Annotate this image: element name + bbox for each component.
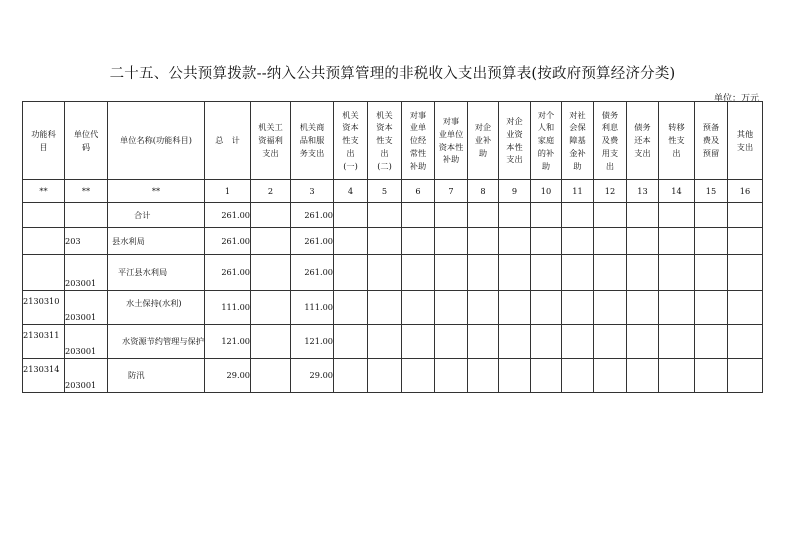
- unit-code-cell: [65, 203, 108, 228]
- empty-cell: [594, 359, 627, 393]
- column-header-line: 对个: [537, 109, 555, 120]
- empty-cell: [531, 325, 562, 359]
- empty-cell: [435, 359, 468, 393]
- empty-cell: [594, 203, 627, 228]
- column-header: [23, 102, 65, 180]
- empty-cell: [334, 359, 368, 393]
- empty-cell: [402, 291, 435, 325]
- empty-cell: [402, 228, 435, 255]
- index-cell: 11: [562, 180, 594, 203]
- column-header-line: 位经: [409, 135, 427, 146]
- empty-cell: [627, 359, 659, 393]
- empty-cell: [402, 325, 435, 359]
- column-header-line: 补助: [442, 154, 460, 165]
- goods-services-cell-value: 261.00: [304, 209, 333, 220]
- column-header-line: 业单: [409, 122, 427, 133]
- total-cell-value: 111.00: [221, 302, 250, 313]
- empty-cell: [334, 228, 368, 255]
- column-header-line: 业资: [506, 128, 523, 139]
- unit-label: 单位：万元: [713, 94, 759, 104]
- column-header-line: 用支: [601, 147, 619, 158]
- empty-cell: [695, 228, 728, 255]
- index-cell: 3: [291, 180, 334, 203]
- unit-code-cell: [65, 291, 108, 325]
- column-header-line: 品和服: [299, 135, 325, 146]
- column-header-line: 资福利: [258, 135, 283, 146]
- empty-cell: [368, 255, 402, 291]
- index-cell: **: [108, 180, 205, 203]
- index-cell: 4: [334, 180, 368, 203]
- column-header-line: 助: [478, 147, 488, 158]
- unit-code-cell: [65, 255, 108, 291]
- goods-services-cell-value: 121.00: [304, 336, 333, 347]
- empty-cell: [402, 359, 435, 393]
- column-header: [659, 102, 695, 180]
- index-cell: 6: [402, 180, 435, 203]
- empty-cell: [562, 228, 594, 255]
- total-cell: [205, 255, 251, 291]
- empty-cell: [695, 359, 728, 393]
- column-header-line: 人和: [537, 122, 555, 133]
- column-header-line: 预备: [702, 122, 720, 133]
- column-header-line: 对事: [442, 116, 460, 127]
- column-header: [368, 102, 402, 180]
- column-header-line: 对企: [474, 122, 492, 133]
- wage-cell: [251, 325, 291, 359]
- empty-cell: [435, 203, 468, 228]
- column-header-line: 费及: [702, 135, 720, 146]
- column-header-line: 总 计: [215, 135, 240, 146]
- column-header-line: 支出: [506, 154, 523, 165]
- index-cell: 1: [205, 180, 251, 203]
- total-cell: [205, 228, 251, 255]
- column-header-line: 利息: [601, 122, 619, 133]
- column-header-line: 转移: [668, 122, 685, 133]
- goods-services-cell-value: 29.00: [309, 370, 333, 381]
- index-cell: 7: [435, 180, 468, 203]
- empty-cell: [627, 203, 659, 228]
- page-title: 二十五、公共预算拨款--纳入公共预算管理的非税收入支出预算表(按政府预算经济分类): [109, 66, 676, 82]
- column-header: [562, 102, 594, 180]
- empty-cell: [531, 203, 562, 228]
- column-header: [695, 102, 728, 180]
- column-header-line: 目: [39, 141, 48, 152]
- column-header-line: 补助: [409, 160, 427, 171]
- column-header-line: 及费: [601, 135, 619, 146]
- wage-cell: [251, 228, 291, 255]
- column-header: [468, 102, 499, 180]
- total-cell: [205, 325, 251, 359]
- empty-cell: [728, 203, 763, 228]
- unit-name-cell-value: 县水利局: [112, 235, 145, 246]
- total-cell-value: 261.00: [221, 235, 250, 246]
- column-header-line: 助: [541, 160, 551, 171]
- empty-cell: [659, 291, 695, 325]
- empty-cell: [659, 325, 695, 359]
- wage-cell: [251, 291, 291, 325]
- column-header-line: 支出: [634, 147, 651, 158]
- empty-cell: [334, 255, 368, 291]
- unit-code-cell: [65, 359, 108, 393]
- column-header-line: 的补: [537, 147, 555, 158]
- column-header: [435, 102, 468, 180]
- wage-cell: [251, 255, 291, 291]
- unit-name-cell: [108, 255, 205, 291]
- column-header-line: 业单位: [438, 128, 464, 139]
- column-header-line: 机关商: [299, 122, 325, 133]
- goods-services-cell-value: 111.00: [304, 302, 333, 313]
- column-header-line: 功能科: [31, 128, 56, 139]
- empty-cell: [728, 325, 763, 359]
- empty-cell: [728, 255, 763, 291]
- empty-cell: [695, 325, 728, 359]
- column-header-line: 单位代: [73, 128, 99, 139]
- table-row: [23, 228, 763, 255]
- empty-cell: [499, 203, 531, 228]
- empty-cell: [695, 203, 728, 228]
- empty-cell: [594, 325, 627, 359]
- empty-cell: [562, 359, 594, 393]
- function-code-cell-value: 2130310: [23, 296, 60, 306]
- total-cell: [205, 203, 251, 228]
- column-header-line: 障基: [569, 135, 586, 146]
- column-header-line: 常性: [409, 147, 427, 158]
- goods-services-cell: [291, 291, 334, 325]
- column-header-line: (一): [343, 160, 358, 171]
- table-row: [23, 255, 763, 291]
- empty-cell: [627, 255, 659, 291]
- unit-name-cell-value: 水资源节约管理与保护: [122, 335, 204, 346]
- empty-cell: [594, 228, 627, 255]
- column-header-line: 性支: [376, 135, 393, 146]
- total-cell-value: 261.00: [221, 267, 250, 278]
- index-cell: 9: [499, 180, 531, 203]
- total-cell-value: 121.00: [221, 336, 250, 347]
- column-header: [627, 102, 659, 180]
- index-cell: 10: [531, 180, 562, 203]
- empty-cell: [562, 325, 594, 359]
- empty-cell: [728, 291, 763, 325]
- column-header: [205, 102, 251, 180]
- index-cell: 15: [695, 180, 728, 203]
- empty-cell: [499, 255, 531, 291]
- empty-cell: [468, 359, 499, 393]
- empty-cell: [468, 255, 499, 291]
- column-header: [65, 102, 108, 180]
- goods-services-cell: [291, 359, 334, 393]
- wage-cell: [251, 203, 291, 228]
- empty-cell: [499, 325, 531, 359]
- function-code-cell: [23, 291, 65, 325]
- empty-cell: [627, 228, 659, 255]
- column-header-line: 出: [380, 147, 389, 158]
- budget-table: [22, 101, 763, 393]
- column-header-line: 机关工: [258, 122, 283, 133]
- column-header-line: 其他: [736, 128, 754, 139]
- column-header-line: 本性: [506, 141, 523, 152]
- column-header: [728, 102, 763, 180]
- empty-cell: [659, 255, 695, 291]
- unit-name-cell-value: 平江县水利局: [118, 267, 168, 278]
- unit-name-cell: [108, 291, 205, 325]
- column-header: [499, 102, 531, 180]
- empty-cell: [659, 203, 695, 228]
- column-header-line: 资本: [376, 122, 393, 133]
- empty-cell: [695, 255, 728, 291]
- goods-services-cell-value: 261.00: [304, 235, 333, 246]
- empty-cell: [368, 228, 402, 255]
- index-cell: 5: [368, 180, 402, 203]
- column-header-line: 性支: [342, 135, 359, 146]
- column-header-line: 对社: [569, 109, 586, 120]
- column-header: [334, 102, 368, 180]
- column-header-line: 机关: [342, 109, 359, 120]
- goods-services-cell: [291, 228, 334, 255]
- column-header-line: 对事: [409, 109, 427, 120]
- empty-cell: [334, 291, 368, 325]
- empty-cell: [627, 325, 659, 359]
- unit-code-cell-value: 203001: [65, 346, 97, 357]
- column-header-line: (二): [377, 160, 392, 171]
- index-row: [23, 180, 763, 203]
- empty-cell: [728, 359, 763, 393]
- column-header-line: 单位名称(功能科目): [120, 135, 192, 146]
- empty-cell: [499, 359, 531, 393]
- index-cell: 14: [659, 180, 695, 203]
- empty-cell: [435, 255, 468, 291]
- empty-cell: [468, 228, 499, 255]
- empty-cell: [368, 325, 402, 359]
- table-row: [23, 325, 763, 359]
- empty-cell: [499, 291, 531, 325]
- unit-code-cell: [65, 228, 108, 255]
- goods-services-cell: [291, 203, 334, 228]
- empty-cell: [499, 228, 531, 255]
- header-row: [23, 102, 763, 180]
- empty-cell: [627, 291, 659, 325]
- column-header-line: 资本: [342, 122, 359, 133]
- function-code-cell-value: 2130311: [23, 330, 60, 340]
- empty-cell: [695, 291, 728, 325]
- index-cell: **: [23, 180, 65, 203]
- goods-services-cell: [291, 325, 334, 359]
- empty-cell: [402, 255, 435, 291]
- column-header: [291, 102, 334, 180]
- unit-code-cell: [65, 325, 108, 359]
- empty-cell: [728, 228, 763, 255]
- table-row: [23, 359, 763, 393]
- table-row: [23, 291, 763, 325]
- empty-cell: [435, 325, 468, 359]
- column-header-line: 出: [346, 147, 355, 158]
- empty-cell: [368, 359, 402, 393]
- unit-name-cell-value: 水土保持(水利): [126, 298, 182, 309]
- empty-cell: [468, 325, 499, 359]
- column-header: [108, 102, 205, 180]
- index-cell: 12: [594, 180, 627, 203]
- column-header-line: 码: [81, 141, 91, 152]
- goods-services-cell: [291, 255, 334, 291]
- empty-cell: [334, 325, 368, 359]
- column-header-line: 务支出: [299, 147, 325, 158]
- empty-cell: [562, 291, 594, 325]
- column-header-line: 助: [573, 160, 582, 171]
- index-cell: 8: [468, 180, 499, 203]
- empty-cell: [531, 359, 562, 393]
- total-cell-value: 261.00: [221, 209, 250, 220]
- column-header: [402, 102, 435, 180]
- empty-cell: [659, 228, 695, 255]
- empty-cell: [594, 291, 627, 325]
- empty-cell: [531, 291, 562, 325]
- column-header-line: 会保: [569, 122, 586, 133]
- total-cell-value: 29.00: [226, 370, 250, 381]
- wage-cell: [251, 359, 291, 393]
- table-row: [23, 203, 763, 228]
- column-header-line: 金补: [569, 147, 586, 158]
- index-cell: **: [65, 180, 108, 203]
- empty-cell: [468, 291, 499, 325]
- unit-name-cell-value: 合计: [134, 209, 151, 220]
- function-code-cell: [23, 359, 65, 393]
- unit-code-cell-value: 203001: [65, 380, 97, 391]
- empty-cell: [594, 255, 627, 291]
- unit-code-cell-value: 203001: [65, 278, 97, 289]
- empty-cell: [368, 291, 402, 325]
- unit-code-cell-value: 203: [65, 235, 81, 246]
- column-header: [531, 102, 562, 180]
- index-cell: 16: [728, 180, 763, 203]
- column-header-line: 债务: [601, 109, 619, 120]
- column-header-line: 出: [605, 160, 615, 171]
- function-code-cell: [23, 255, 65, 291]
- total-cell: [205, 359, 251, 393]
- function-code-cell: [23, 325, 65, 359]
- column-header-line: 对企: [506, 116, 523, 127]
- unit-code-cell-value: 203001: [65, 312, 97, 323]
- empty-cell: [562, 203, 594, 228]
- empty-cell: [402, 203, 435, 228]
- column-header-line: 预留: [702, 147, 720, 158]
- column-header-line: 家庭: [537, 135, 555, 146]
- empty-cell: [334, 203, 368, 228]
- column-header-line: 债务: [634, 122, 651, 133]
- column-header-line: 支出: [262, 147, 279, 158]
- column-header-line: 资本性: [438, 141, 464, 152]
- column-header-line: 出: [672, 147, 681, 158]
- unit-name-cell: [108, 228, 205, 255]
- column-header-line: 业补: [474, 135, 492, 146]
- column-header: [594, 102, 627, 180]
- unit-name-cell: [108, 325, 205, 359]
- total-cell: [205, 291, 251, 325]
- column-header-line: 支出: [736, 141, 754, 152]
- empty-cell: [435, 291, 468, 325]
- function-code-cell: [23, 203, 65, 228]
- column-header: [251, 102, 291, 180]
- unit-name-cell-value: 防汛: [128, 370, 145, 381]
- function-code-cell-value: 2130314: [23, 364, 60, 374]
- empty-cell: [531, 255, 562, 291]
- empty-cell: [659, 359, 695, 393]
- empty-cell: [435, 228, 468, 255]
- column-header-line: 还本: [634, 135, 651, 146]
- index-cell: 2: [251, 180, 291, 203]
- function-code-cell: [23, 228, 65, 255]
- empty-cell: [562, 255, 594, 291]
- column-header-line: 机关: [376, 109, 393, 120]
- column-header-line: 性支: [668, 135, 685, 146]
- goods-services-cell-value: 261.00: [304, 267, 333, 278]
- empty-cell: [531, 228, 562, 255]
- unit-name-cell: [108, 359, 205, 393]
- unit-name-cell: [108, 203, 205, 228]
- empty-cell: [368, 203, 402, 228]
- index-cell: 13: [627, 180, 659, 203]
- empty-cell: [468, 203, 499, 228]
